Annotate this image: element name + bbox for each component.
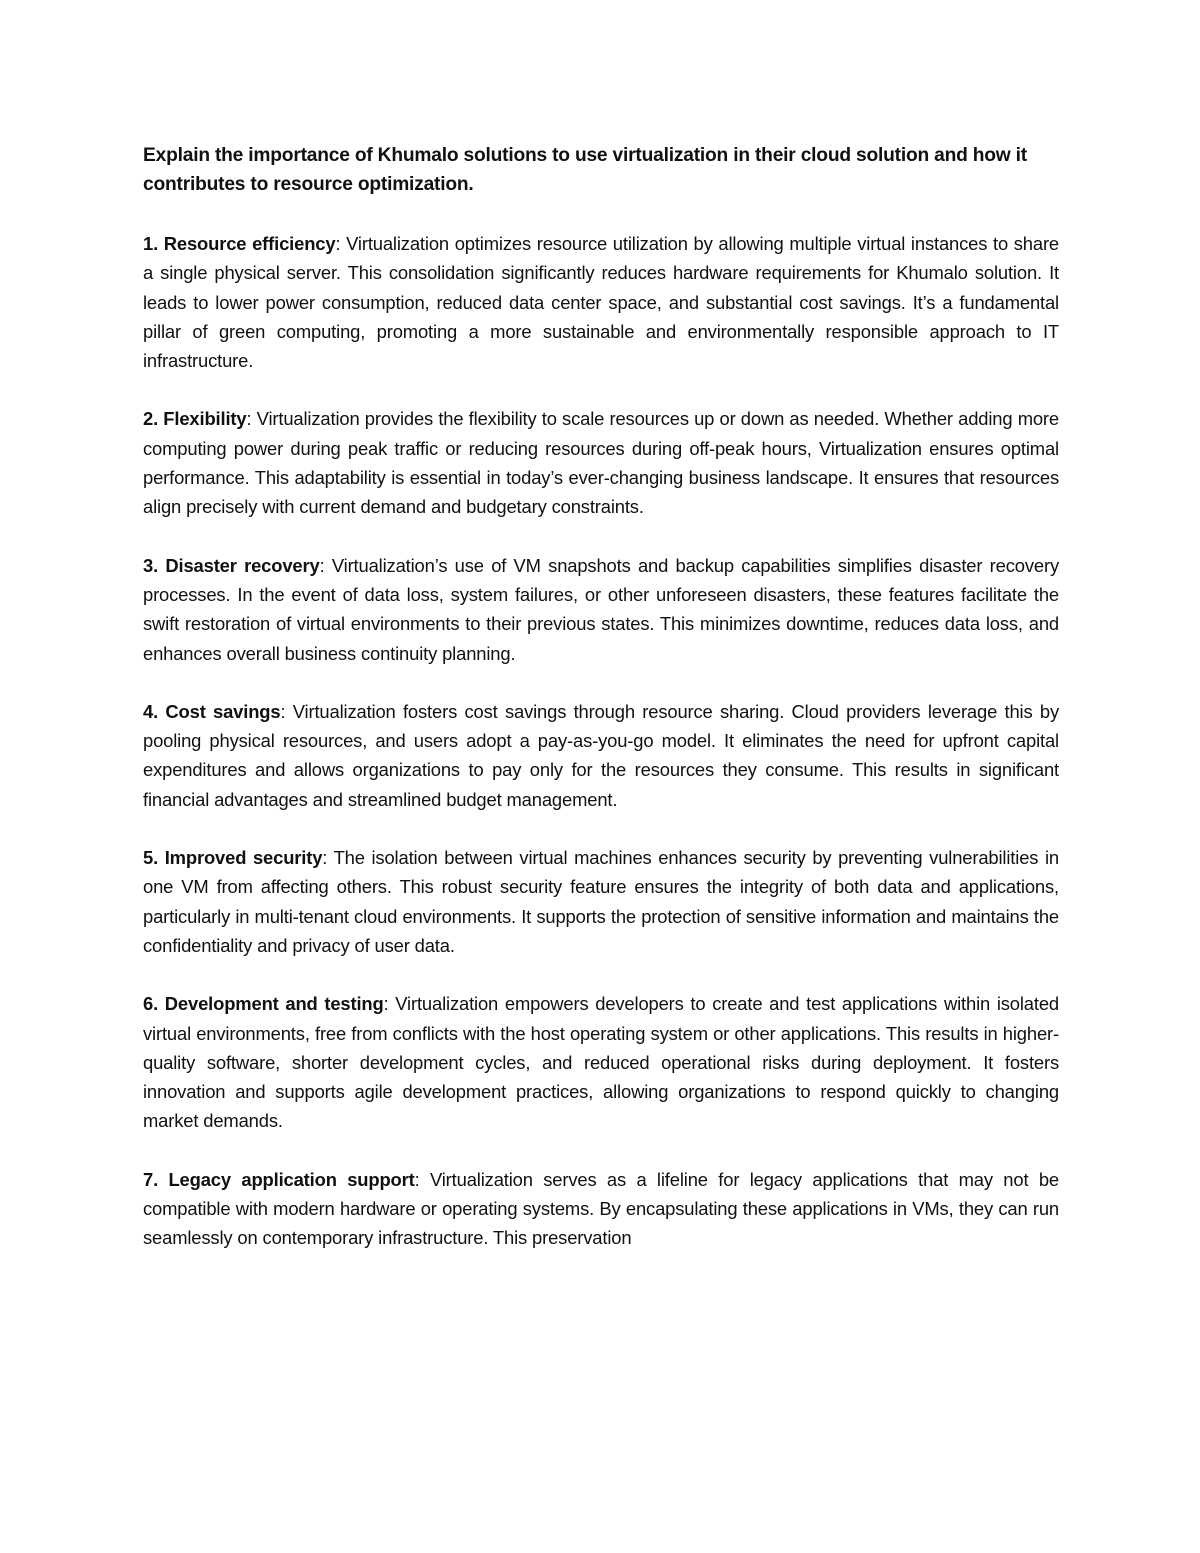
section-heading: Flexibility xyxy=(163,408,247,430)
section-body: : Virtualization’s use of VM snapshots and backup capabilities simplifies disaster recovery processes. In the event of data loss, system failures, or other unforeseen disasters, these features facilitate the swift restoration of virtual environments to their previous states. This minimizes downtime, reduces data loss, and enhances overall business continuity planning. xyxy=(143,554,1059,664)
section-flexibility xyxy=(143,404,1059,521)
section-heading: Development and testing xyxy=(164,993,384,1015)
section-number: 6. xyxy=(143,993,159,1015)
section-number: 7. xyxy=(143,1168,159,1190)
section-body: : Virtualization fosters cost savings through resource sharing. Cloud providers leverage this by pooling physical resources, and users adopt a pay-as-you-go model. It eliminates the need for upfront capital expenditures and allows organizations to pay only for the resources they consume. This results in significant financial advantages and streamlined budget management. xyxy=(143,700,1059,810)
section-body: : Virtualization optimizes resource utilization by allowing multiple virtual instances to share a single physical server. This consolidation significantly reduces hardware requirements for Khumalo solution. It leads to lower power consumption, reduced data center space, and substantial cost savings. It’s a fundamental pillar of green computing, promoting a more sustainable and environmentally responsible approach to IT infrastructure. xyxy=(143,233,1059,372)
document-content xyxy=(143,141,1059,1253)
section-heading: Cost savings xyxy=(165,700,281,722)
section-body: : The isolation between virtual machines enhances security by preventing vulnerabilities in one VM from affecting others. This robust security feature ensures the integrity of both data and applications, particularly in multi-tenant cloud environments. It supports the protection of sensitive information and maintains the confidentiality and privacy of user data. xyxy=(143,847,1059,956)
section-heading: Resource efficiency xyxy=(163,233,336,254)
section-number: 5. xyxy=(143,847,159,869)
section-legacy-application-support xyxy=(143,1165,1059,1253)
section-body: : Virtualization serves as a lifeline for legacy applications that may not be compatible with modern hardware or operating systems. By encapsulating these applications in VMs, they can run seamlessly on contemporary infrastructure. This preservation xyxy=(143,1168,1059,1249)
question-heading: Explain the importance of Khumalo solutions to use virtualization in their cloud solution and how it contributes to resource optimization. xyxy=(143,145,1027,195)
section-heading: Legacy application support xyxy=(168,1168,415,1190)
section-number: 1. xyxy=(143,233,159,254)
section-resource-efficiency xyxy=(143,229,1059,375)
section-cost-savings xyxy=(143,697,1059,814)
section-heading: Disaster recovery xyxy=(165,554,320,576)
section-number: 4. xyxy=(143,700,159,722)
section-heading: Improved security xyxy=(164,847,323,869)
section-body: : Virtualization provides the flexibility to scale resources up or down as needed. Whether adding more computing power during peak traffic or reducing resources during off-peak hours, Virtualization ensures optimal performance. This adaptability is essential in today’s ever-changing business landscape. It ensures that resources align precisely with current demand and budgetary constraints. xyxy=(143,408,1059,518)
section-number: 3. xyxy=(143,554,159,576)
section-development-testing xyxy=(143,989,1059,1135)
section-number: 2. xyxy=(143,408,159,430)
section-improved-security xyxy=(143,843,1059,960)
section-disaster-recovery xyxy=(143,551,1059,668)
section-body: : Virtualization empowers developers to create and test applications within isolated virtual environments, free from conflicts with the host operating system or other applications. This results in higher-quality software, shorter development cycles, and reduced operational risks during deployment. It fosters innovation and supports agile development practices, allowing organizations to respond quickly to changing market demands. xyxy=(143,993,1060,1132)
